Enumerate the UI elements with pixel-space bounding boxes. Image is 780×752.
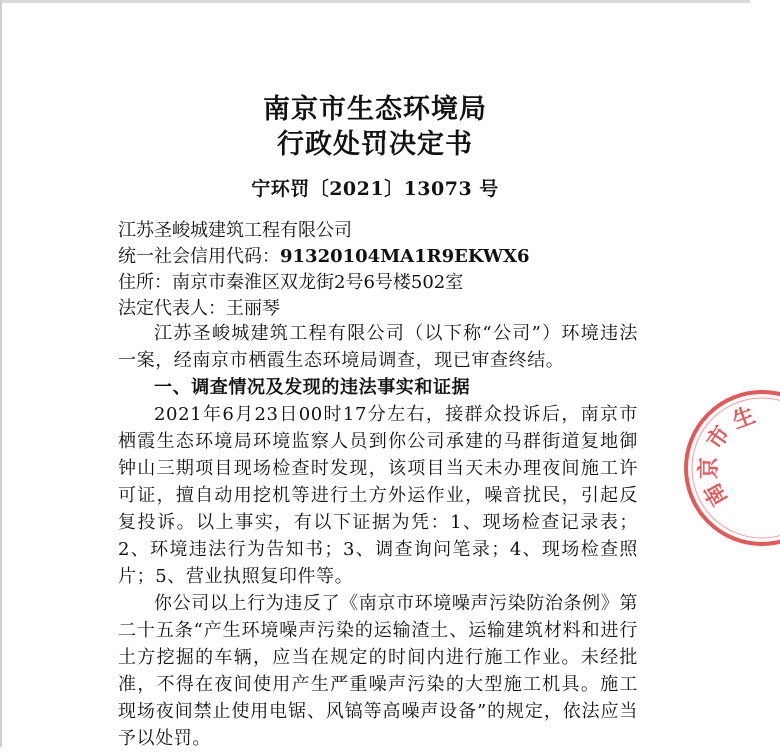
seal-char: 京 [696,456,722,480]
document-body [118,320,638,752]
seal-char: 市 [701,421,736,455]
address [118,270,530,296]
document-header [0,92,750,201]
company-name-text: 江苏圣峻城建筑工程有限公司 [118,220,352,241]
company-name [118,218,530,244]
legal-rep-value: 王丽琴 [226,298,280,319]
seal-char: 生 [729,402,759,435]
address-label: 住所： [118,272,172,293]
official-seal-stamp [670,388,780,548]
document-number: 宁环罚〔2021〕13073 号 [251,178,499,200]
credit-code [118,244,530,270]
title-agency: 南京市生态环境局 [263,94,487,125]
seal-inner-ring [692,398,780,538]
page-top-edge [0,0,750,3]
section-1-heading: 一、调查情况及发现的违法事实和证据 [154,377,471,398]
party-info [118,218,530,322]
address-value: 南京市秦淮区双龙街2号6号楼502室 [172,272,464,293]
title-document-type: 行政处罚决定书 [277,129,473,160]
legal-rep-label: 法定代表人： [118,298,226,319]
seal-char: 南 [699,478,733,511]
credit-code-label: 统一社会信用代码： [118,246,280,267]
seal-ring [686,392,780,544]
violation-paragraph: 你公司以上行为违反了《南京市环境噪声污染防治条例》第二十五条“产生环境噪声污染的运输渣土、运输建筑材料和进行土方挖掘的车辆，应当在规定的时间内进行施工作业。未经批准，不得在夜间使用产生严重噪声污染的大型施工机具。施工现场夜间禁止使用电锯、风镐等高噪声设备”的规定，依法应当予以处罚。 [118,593,638,749]
credit-code-value: 91320104MA1R9EKWX6 [280,246,530,267]
facts-paragraph: 2021年6月23日00时17分左右，接群众投诉后，南京市栖霞生态环境局环境监察人员到你公司承建的马群街道复地御钟山三期项目现场检查时发现，该项目当天未办理夜间施工许可证，擅自动用挖机等进行土方外运作业，噪音扰民，引起反复投诉。以上事实，有以下证据为凭：1、现场检查记录表；2、环境违法行为告知书；3、调查询问笔录；4、现场检查照片；5、营业执照复印件等。 [118,404,638,587]
legal-representative [118,296,530,322]
intro-paragraph: 江苏圣峻城建筑工程有限公司（以下称“公司”）环境违法一案，经南京市栖霞生态环境局调查，现已审查终结。 [118,323,638,371]
